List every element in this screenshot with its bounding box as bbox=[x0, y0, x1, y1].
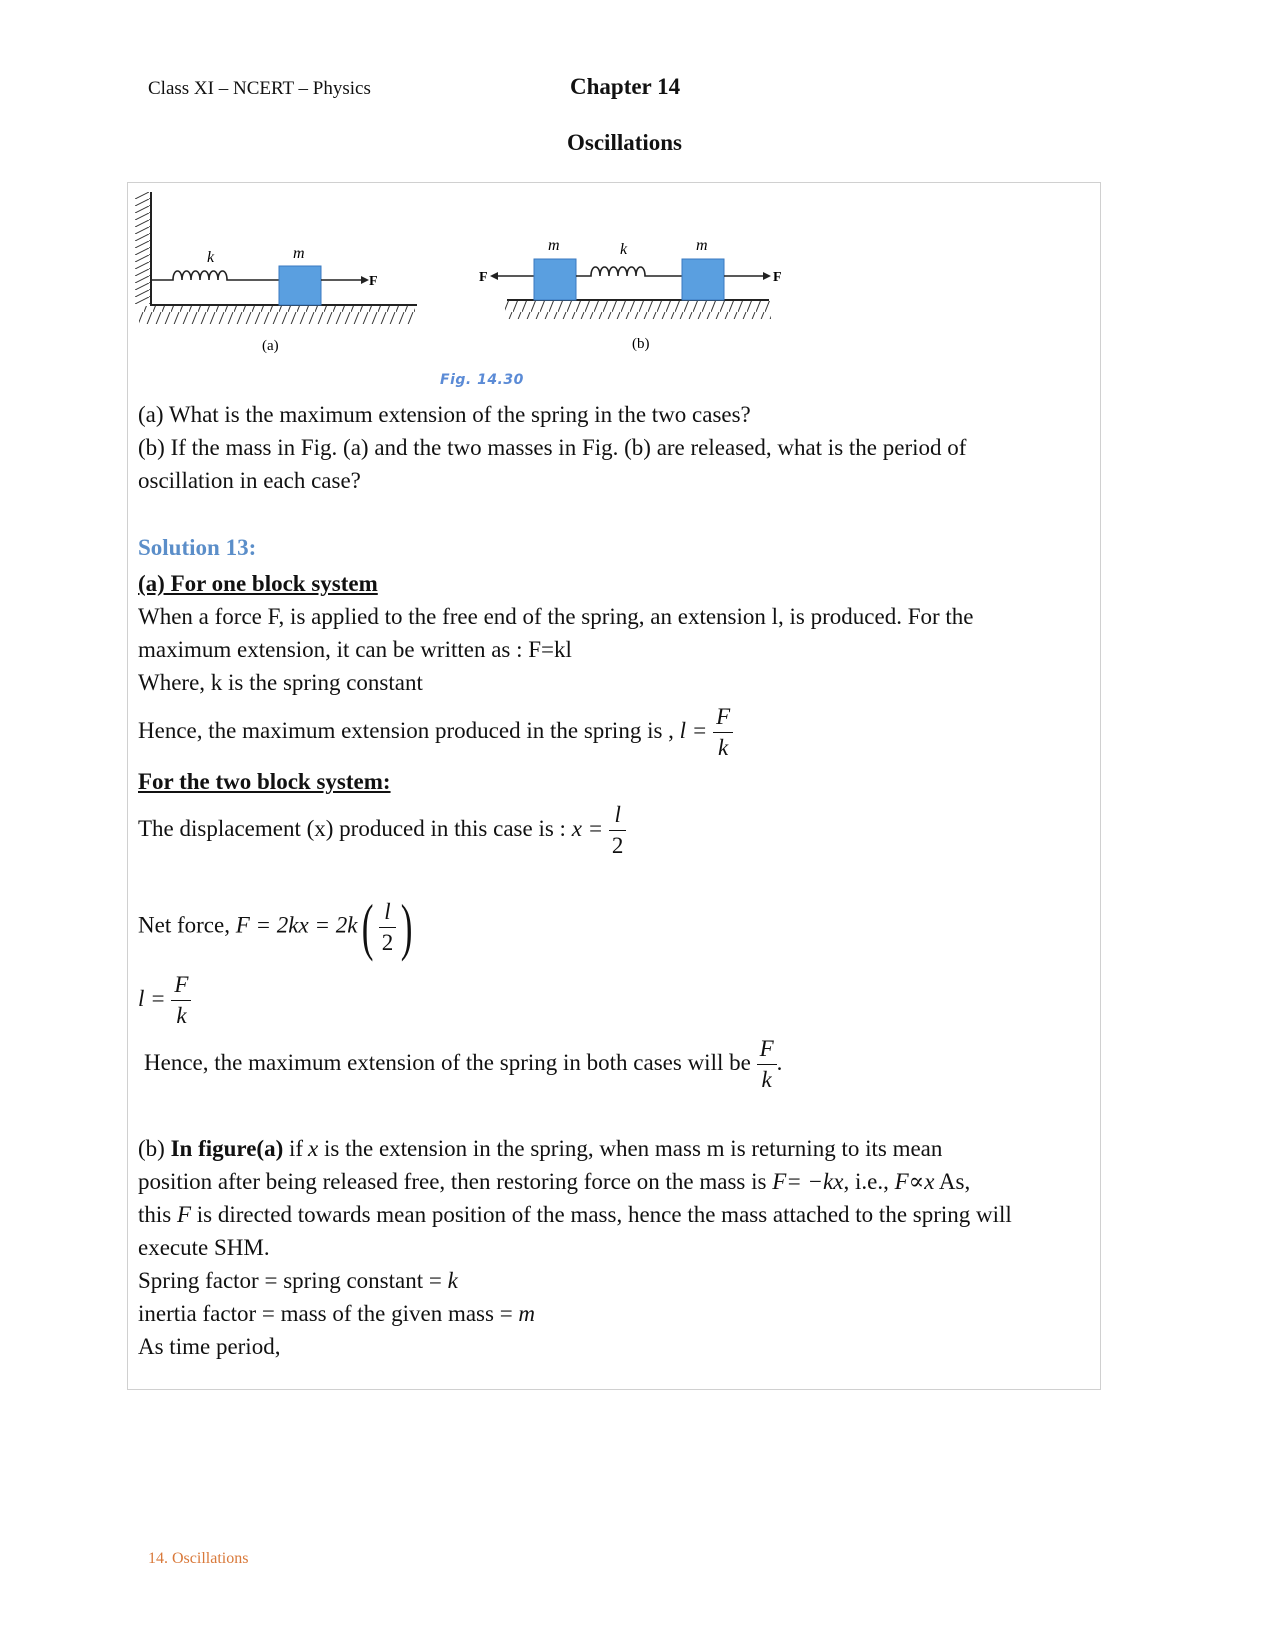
displacement-line bbox=[138, 800, 626, 861]
spring-mass-figure bbox=[135, 192, 815, 392]
conclusion-text: Hence, the maximum extension of the spring in both cases will be bbox=[144, 1049, 751, 1075]
question-b-line2: oscillation in each case? bbox=[138, 468, 361, 493]
mass-block-a bbox=[279, 266, 321, 305]
eq-lhs-l: l = bbox=[138, 985, 166, 1011]
displacement-text: The displacement (x) produced in this case is : bbox=[138, 815, 566, 841]
fraction-denominator: k bbox=[176, 1003, 187, 1028]
label-k-b: k bbox=[620, 241, 628, 258]
mass-block-b2 bbox=[682, 259, 724, 300]
fraction-numerator: F bbox=[713, 702, 733, 733]
restoring-force-eq: F= −kx bbox=[772, 1169, 844, 1194]
l-equals-line bbox=[138, 970, 191, 1031]
max-extension-line bbox=[138, 702, 733, 763]
label-F-left-b: F bbox=[479, 270, 488, 285]
label-k-a: k bbox=[207, 249, 215, 266]
time-period-line: As time period, bbox=[138, 1334, 281, 1359]
para-line2: maximum extension, it can be written as : F=kl bbox=[138, 637, 572, 662]
var-k: k bbox=[447, 1268, 458, 1293]
mass-block-b1 bbox=[534, 259, 576, 300]
var-m: m bbox=[518, 1301, 536, 1326]
para-line1: When a force F, is applied to the free end of the spring, an extension l, is produced. For the bbox=[138, 604, 974, 629]
fraction-F-over-k bbox=[713, 702, 733, 763]
fraction-numerator: l bbox=[379, 897, 397, 928]
fraction-F-over-k bbox=[171, 970, 191, 1031]
var-F: F bbox=[176, 1202, 192, 1227]
part-b-bold: In figure(a) bbox=[170, 1136, 284, 1161]
fraction-numerator: l bbox=[609, 800, 627, 831]
fraction-l-over-2 bbox=[609, 800, 627, 861]
label-F-a: F bbox=[369, 274, 378, 289]
conclusion-line bbox=[144, 1034, 782, 1095]
net-force-expression: F = 2kx = 2k bbox=[235, 912, 358, 938]
fraction-denominator: 2 bbox=[611, 833, 624, 858]
label-m1-b: m bbox=[548, 237, 560, 254]
eq-lhs-l: l = bbox=[679, 717, 708, 743]
part-b-line4: execute SHM. bbox=[138, 1235, 270, 1260]
subheading-two-block: For the two block system: bbox=[138, 769, 391, 794]
spring-factor-text: Spring factor = spring constant = bbox=[138, 1268, 442, 1293]
fraction-numerator: F bbox=[171, 970, 191, 1001]
header-class-label: Class XI – NCERT – Physics bbox=[148, 78, 371, 99]
fraction-denominator: k bbox=[761, 1067, 772, 1092]
net-force-line bbox=[138, 891, 418, 962]
page-footer: 14. Oscillations bbox=[148, 1550, 249, 1567]
inertia-factor-text: inertia factor = mass of the given mass = bbox=[138, 1301, 513, 1326]
chapter-number: Chapter 14 bbox=[570, 74, 681, 99]
part-b-line2 bbox=[138, 1165, 970, 1198]
fraction-denominator: k bbox=[718, 735, 729, 760]
part-b-as: As, bbox=[938, 1169, 971, 1194]
conclusion-period: . bbox=[776, 1049, 783, 1075]
label-m-a: m bbox=[293, 245, 305, 262]
figure-b bbox=[479, 237, 782, 352]
part-b-if: if bbox=[288, 1136, 304, 1161]
question-a: (a) What is the maximum extension of the spring in the two cases? bbox=[138, 402, 751, 427]
part-b-ie: , i.e., bbox=[843, 1169, 889, 1194]
proportional-expr: F∝x bbox=[894, 1169, 935, 1194]
part-b-prefix: (b) bbox=[138, 1136, 165, 1161]
part-b-this: this bbox=[138, 1202, 172, 1227]
fraction-numerator: F bbox=[757, 1034, 777, 1065]
net-force-text: Net force, bbox=[138, 912, 230, 938]
spring-factor-line bbox=[138, 1264, 458, 1297]
var-x: x bbox=[308, 1136, 319, 1161]
spring-a bbox=[151, 271, 280, 280]
part-b-line1 bbox=[138, 1132, 942, 1165]
chapter-title: Oscillations bbox=[567, 130, 683, 155]
right-paren: ) bbox=[401, 891, 413, 962]
eq-lhs-x: x = bbox=[571, 815, 604, 841]
figure-caption: Fig. 14.30 bbox=[440, 372, 524, 388]
figure-a bbox=[135, 192, 417, 354]
part-b-line1-end: is the extension in the spring, when mass m is returning to its mean bbox=[324, 1136, 943, 1161]
left-paren: ( bbox=[362, 891, 374, 962]
spring-b bbox=[576, 267, 683, 276]
part-b-line2-text: position after being released free, then restoring force on the mass is bbox=[138, 1169, 767, 1194]
subheading-one-block: (a) For one block system bbox=[138, 571, 378, 596]
label-a: (a) bbox=[262, 338, 279, 354]
label-F-right-b: F bbox=[773, 270, 782, 285]
part-b-line3-text: is directed towards mean position of the mass, hence the mass attached to the spring will bbox=[196, 1202, 1012, 1227]
question-b-line1: (b) If the mass in Fig. (a) and the two masses in Fig. (b) are released, what is the period of bbox=[138, 435, 967, 460]
solution-heading: Solution 13: bbox=[138, 535, 257, 560]
inertia-factor-line bbox=[138, 1297, 535, 1330]
fraction-F-over-k bbox=[757, 1034, 777, 1095]
label-b: (b) bbox=[632, 336, 650, 352]
part-b-line3 bbox=[138, 1198, 1012, 1231]
fraction-denominator: 2 bbox=[381, 929, 394, 955]
para-line3: Where, k is the spring constant bbox=[138, 670, 423, 695]
fraction-l-over-2 bbox=[379, 897, 397, 958]
label-m2-b: m bbox=[696, 237, 708, 254]
max-extension-text: Hence, the maximum extension produced in the spring is , bbox=[138, 717, 674, 743]
